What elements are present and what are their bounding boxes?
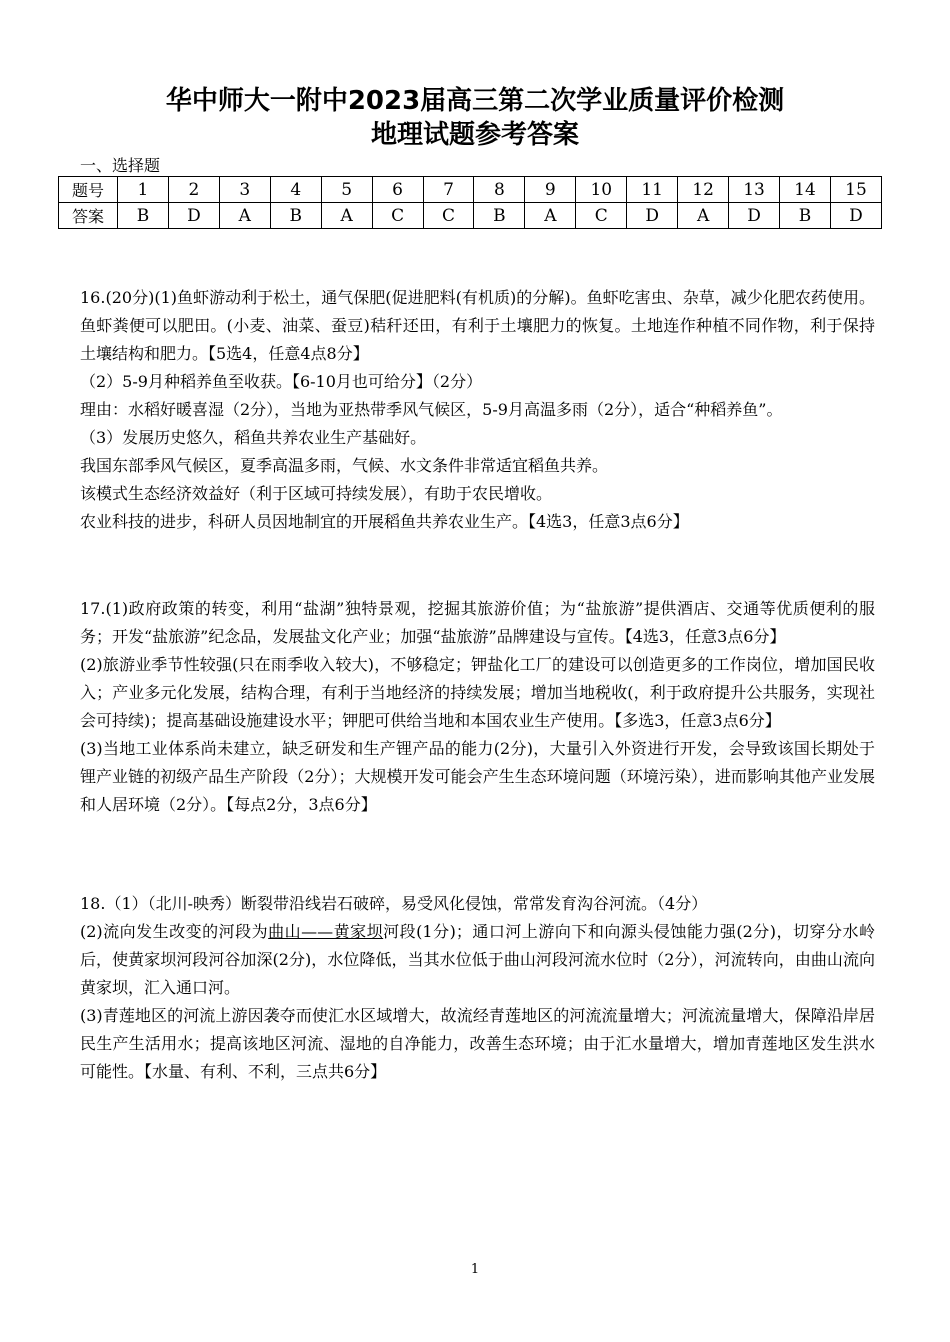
q18-part2-rest: 河段(1分)；通口河上游向下和向源头侵蚀能力强(2分)，切穿分水岭后，使黄家坝河段河谷加深(2分)，水位降低，当其水位低于曲山河段河流水位时（2分），河流转向，由曲山流向黄家坝，汇入通口河。 [80, 922, 875, 997]
q18-part2-prefix: (2)流向发生改变的河段为 [80, 922, 269, 941]
question-number-cell: 4 [270, 177, 321, 203]
answer-cell: D [729, 203, 780, 229]
answer-cell: C [423, 203, 474, 229]
page-number: 1 [470, 1262, 480, 1277]
question-number-row [59, 177, 882, 203]
question-number-cell: 14 [779, 177, 830, 203]
title-line-2: 地理试题参考答案 [370, 120, 579, 150]
answer-cell: D [830, 203, 881, 229]
q16-part3-point: 该模式生态经济效益好（利于区域可持续发展），有助于农民增收。 [80, 484, 553, 503]
q16-part2: （2）5-9月种稻养鱼至收获。【6-10月也可给分】（2分） [80, 372, 483, 391]
answer-cell: B [474, 203, 525, 229]
q18-part2 [80, 918, 875, 1002]
q16-part2-reason: 理由：水稻好暖喜湿（2分），当地为亚热带季风气候区，5-9月高温多雨（2分），适合“种稻养鱼”。 [80, 400, 783, 419]
question-number-cell: 11 [627, 177, 678, 203]
q17-part3: (3)当地工业体系尚未建立，缺乏研发和生产锂产品的能力(2分)，大量引入外资进行开发，会导致该国长期处于锂产业链的初级产品生产阶段（2分）；大规模开发可能会产生生态环境问题（环境污染），进而影响其他产业发展和人居环境（2分）。【每点2分，3点6分】 [80, 739, 875, 814]
question-17-answer [80, 595, 875, 819]
question-16-answer [80, 284, 875, 536]
answer-table [58, 176, 882, 229]
q18-part1: 18.（1）（北川-映秀）断裂带沿线岩石破碎，易受风化侵蚀，常常发育沟谷河流。（4分） [80, 894, 708, 913]
question-number-cell: 2 [168, 177, 219, 203]
row-header-answer: 答案 [59, 203, 118, 229]
answer-cell: C [576, 203, 627, 229]
question-number-cell: 1 [118, 177, 169, 203]
question-number-cell: 6 [372, 177, 423, 203]
question-number-cell: 10 [576, 177, 627, 203]
question-18-answer [80, 890, 875, 1086]
answer-cell: B [118, 203, 169, 229]
answer-cell: A [678, 203, 729, 229]
question-number-cell: 9 [525, 177, 576, 203]
q17-part1: 17.(1)政府政策的转变，利用“盐湖”独特景观，挖掘其旅游价值；为“盐旅游”提供酒店、交通等优质便利的服务；开发“盐旅游”纪念品，发展盐文化产业；加强“盐旅游”品牌建设与宣传。【4选3，任意3点6分】 [80, 599, 875, 646]
q18-part3: (3)青莲地区的河流上游因袭夺而使汇水区域增大，故流经青莲地区的河流流量增大；河流流量增大，保障沿岸居民生产生活用水；提高该地区河流、湿地的自净能力，改善生态环境；由于汇水量增大，增加青莲地区发生洪水可能性。【水量、有利、不利，三点共6分】 [80, 1006, 875, 1081]
section-heading-choice: 一、选择题 [80, 156, 161, 175]
question-number-cell: 3 [219, 177, 270, 203]
answer-cell: D [627, 203, 678, 229]
title-line-1: 华中师大一附中2023届高三第二次学业质量评价检测 [165, 86, 785, 116]
q16-part3-point: 我国东部季风气候区，夏季高温多雨，气候、水文条件非常适宜稻鱼共养。 [80, 456, 609, 475]
q16-part3: （3）发展历史悠久，稻鱼共养农业生产基础好。 [80, 428, 427, 447]
answer-cell: B [270, 203, 321, 229]
answer-cell: C [372, 203, 423, 229]
answer-cell: A [219, 203, 270, 229]
q18-river-segment: 曲山——黄家坝 [268, 922, 384, 941]
question-number-cell: 5 [321, 177, 372, 203]
question-number-cell: 7 [423, 177, 474, 203]
answer-cell: A [525, 203, 576, 229]
question-number-cell: 8 [474, 177, 525, 203]
row-header-number: 题号 [59, 177, 118, 203]
answer-row [59, 203, 882, 229]
q16-part3-point: 农业科技的进步，科研人员因地制宜的开展稻鱼共养农业生产。【4选3，任意3点6分】 [80, 512, 689, 531]
question-number-cell: 15 [830, 177, 881, 203]
q17-part2: (2)旅游业季节性较强(只在雨季收入较大)，不够稳定；钾盐化工厂的建设可以创造更多的工作岗位，增加国民收入；产业多元化发展，结构合理，有利于当地经济的持续发展；增加当地税收(，利于政府提升公共服务，实现社会可持续)；提高基础设施建设水平；钾肥可供给当地和本国农业生产使用。【多选3，任意3点6分】 [80, 655, 875, 730]
question-number-cell: 13 [729, 177, 780, 203]
question-number-cell: 12 [678, 177, 729, 203]
answer-cell: B [779, 203, 830, 229]
answer-cell: D [168, 203, 219, 229]
q16-part1: 16.(20分)(1)鱼虾游动利于松土，通气保肥(促进肥料(有机质)的分解)。鱼虾吃害虫、杂草，减少化肥农药使用。鱼虾粪便可以肥田。(小麦、油菜、蚕豆)秸秆还田，有利于土壤肥力的恢复。土地连作种植不同作物，利于保持土壤结构和肥力。【5选4，任意4点8分】 [80, 288, 875, 363]
answer-cell: A [321, 203, 372, 229]
